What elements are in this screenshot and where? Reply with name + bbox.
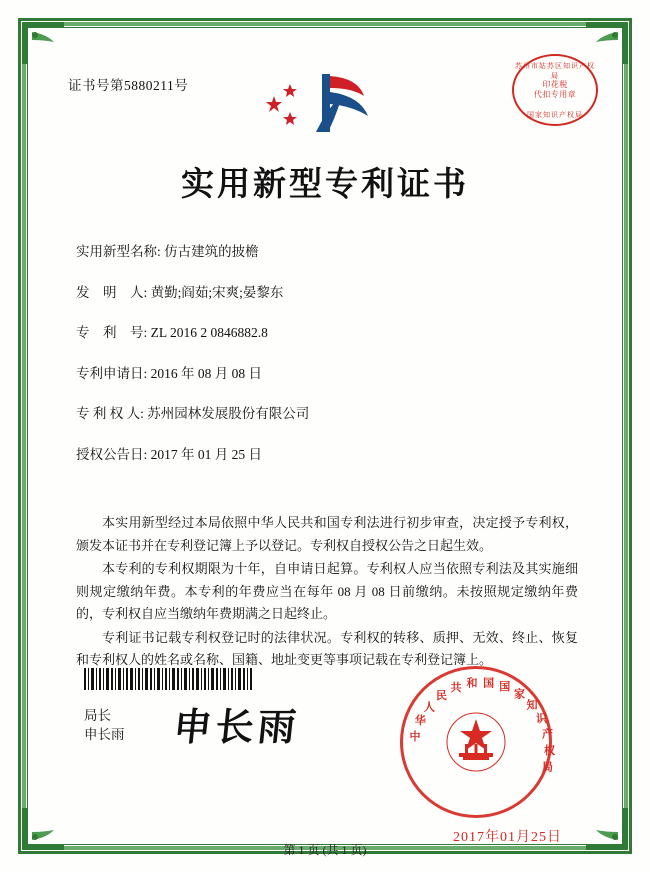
field-label: 发 明 人:	[76, 284, 148, 300]
certificate-number: 证书号第5880211号	[68, 78, 189, 93]
field-label: 授权公告日:	[76, 446, 148, 462]
field-value: 黄勤;阎茹;宋爽;晏黎东	[150, 284, 284, 300]
tax-stamp-bottom-text: 国家知识产权局	[527, 111, 583, 119]
field-label: 专利申请日:	[76, 365, 148, 381]
tax-stamp-top-text: 苏州市姑苏区知识产权局	[515, 62, 595, 80]
field-label: 专 利 权 人:	[76, 406, 144, 421]
certificate-content	[46, 46, 604, 845]
seal-date: 2017年01月25日	[453, 830, 562, 845]
legal-paragraph: 专利证书记载专利权登记时的法律状况。专利权的转移、质押、无效、终止、恢复和专利权人的姓名或名称、国籍、地址变更等事项记载在专利登记簿上。	[76, 629, 578, 667]
field-row	[76, 404, 584, 424]
national-seal	[400, 666, 555, 818]
signature-block	[84, 706, 125, 744]
field-value: 2016 年 08 月 08 日	[150, 365, 263, 381]
tax-stamp-seal	[512, 54, 598, 126]
page-title: 实用新型专利证书	[181, 167, 469, 203]
field-row	[76, 364, 584, 384]
legal-paragraph: 本专利的专利权期限为十年，自申请日起算。专利权人应当依照专利法及其实施细则规定缴纳年费。本专利的年费应当在每年 08 月 08 日前缴纳。未按照规定缴纳年费的，专利权自应当缴纳年费期满之日起终止。	[76, 561, 578, 621]
tax-stamp-center-text: 印花税 代扣专用章	[533, 80, 577, 99]
page-footer: 第 1 页 (共 1 页)	[283, 843, 367, 857]
field-list	[76, 242, 584, 485]
legal-text-block	[76, 512, 578, 673]
field-value: 苏州园林发展股份有限公司	[147, 406, 310, 421]
national-seal-ring-text: 中 华 人 民 共 和 国 国 家 知 识 产 权 局	[409, 677, 555, 774]
field-row	[76, 283, 584, 303]
director-label: 局长	[84, 708, 111, 723]
director-name: 申长雨	[84, 727, 125, 742]
field-value: ZL 2016 2 0846882.8	[150, 325, 268, 340]
field-row	[76, 242, 584, 262]
field-row	[76, 323, 584, 343]
field-label: 实用新型名称:	[76, 244, 161, 259]
field-value: 2017 年 01 月 25 日	[150, 446, 263, 462]
cnipa-logo-icon	[260, 66, 390, 138]
handwritten-signature: 申长雨	[171, 707, 302, 749]
legal-paragraph: 本实用新型经过本局依照中华人民共和国专利法进行初步审查，决定授予专利权，颁发本证书并在专利登记簿上予以登记。专利权自授权公告之日起生效。	[76, 515, 578, 553]
field-label: 专 利 号:	[76, 325, 148, 340]
field-row	[76, 445, 584, 465]
barcode	[84, 668, 252, 690]
field-value: 仿古建筑的披檐	[164, 244, 259, 259]
